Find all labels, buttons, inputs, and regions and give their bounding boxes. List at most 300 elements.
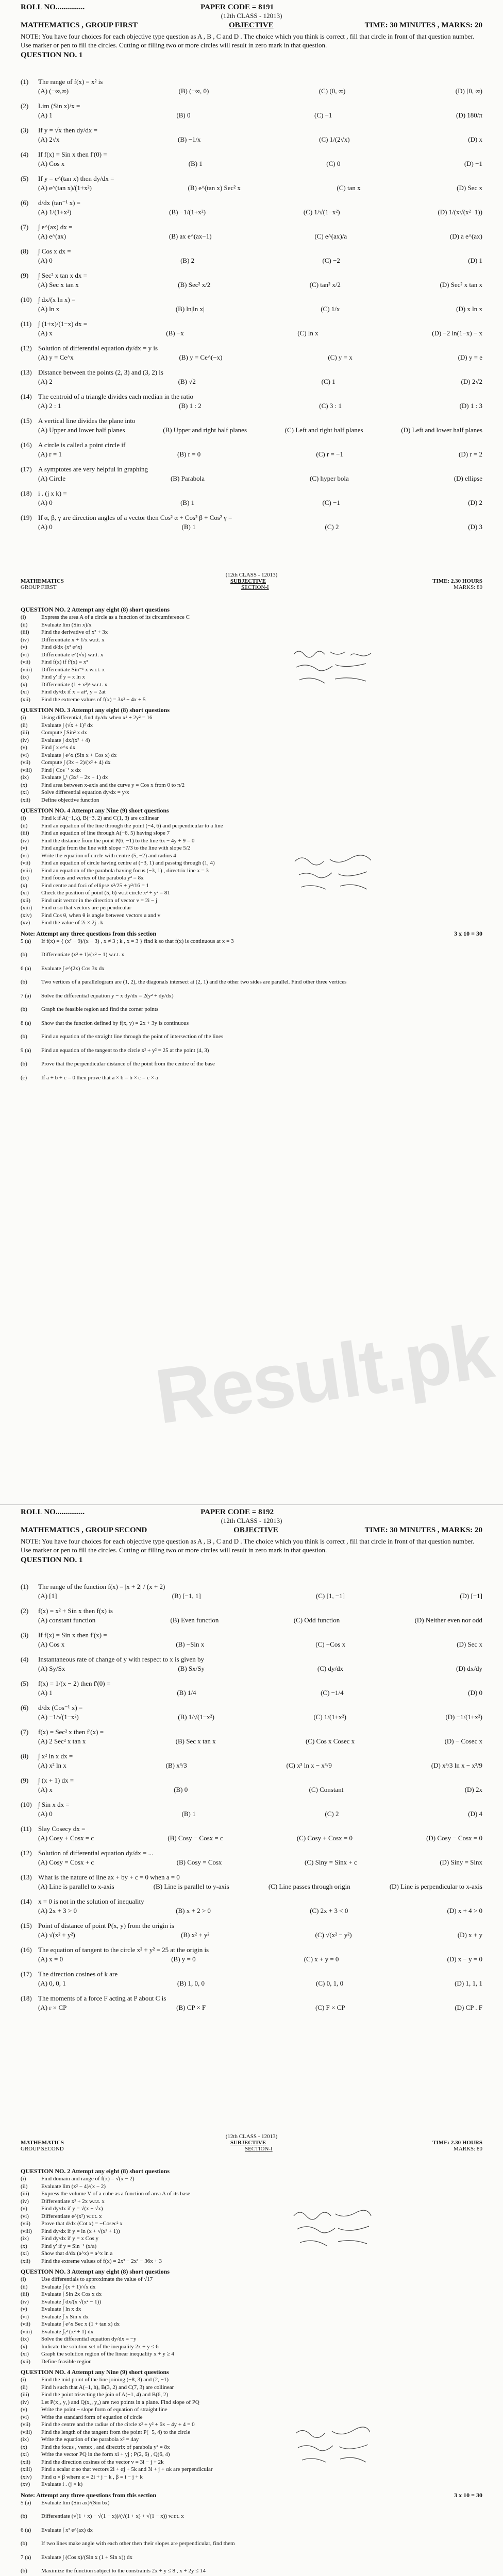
short-question	[21, 2328, 482, 2336]
mcq-question	[21, 319, 482, 329]
short-question-text: Prove that d/dx (Cot x) = −Cosec² x	[41, 2221, 123, 2227]
short-question-text: Evaluate ∫ dx/(x² + 4)	[41, 737, 90, 743]
mcq-item	[21, 368, 482, 386]
short-question-text: Use differentials to approximate the value of √17	[41, 2276, 153, 2282]
short-question	[21, 696, 482, 704]
mcq-options	[21, 1713, 482, 1722]
mcq-item	[21, 1606, 482, 1625]
mcq-number: (18)	[21, 489, 32, 497]
mcq-item	[21, 1582, 482, 1601]
short-question-number: (xii)	[21, 2258, 30, 2264]
subjective-questions	[21, 603, 482, 1088]
mcq-text: ∫ Cos x dx =	[38, 247, 71, 255]
long-question-text: Differentiate (x² + 1)/(x² − 1) w.r.t. x	[41, 952, 125, 958]
short-question-text: Find dy/dx if y = x Cos y	[41, 2235, 99, 2242]
short-question-text: Find the length of the tangent from the point P(−5, 4) to the circle	[41, 2429, 191, 2435]
paper-type: OBJECTIVE	[233, 1526, 278, 1534]
mcq-option: (D) − Cosec x	[444, 1737, 482, 1745]
mcq-question	[21, 513, 482, 522]
mcq-question	[21, 1727, 482, 1737]
question-title: QUESTION NO. 2 Attempt any eight (8) short questions	[21, 606, 170, 613]
short-question	[21, 2283, 482, 2291]
short-question-text: Find Cos θ, when θ is angle between vectors u and v	[41, 912, 161, 919]
mcq-number: (16)	[21, 441, 32, 449]
mcq-item	[21, 416, 482, 435]
long-question-number: (c)	[21, 1074, 27, 1081]
short-question-number: (v)	[21, 2406, 27, 2413]
short-question	[21, 681, 482, 689]
short-question	[21, 2350, 482, 2358]
short-question	[21, 2414, 482, 2421]
mcq-item	[21, 489, 482, 507]
mcq-question	[21, 1994, 482, 2003]
short-question-text: Evaluate i . (j × k)	[41, 2481, 83, 2487]
short-question-text: Evaluate ∫ (√x + 1)² dx	[41, 722, 93, 728]
mcq-option: (B) 1/4	[177, 1689, 196, 1697]
mcq-number: (3)	[21, 1631, 29, 1639]
short-question-text: Find domain and range of f(x) = √(x − 2)	[41, 2176, 135, 2182]
long-question-number: 9 (a)	[21, 1047, 31, 1054]
mcq-item	[21, 465, 482, 483]
mcq-options	[21, 498, 482, 507]
mcq-option: (A) Circle	[38, 474, 66, 482]
mcq-number: (12)	[21, 344, 32, 352]
long-note-marks: 3 x 10 = 30	[454, 2491, 482, 2499]
mcq-options	[21, 329, 482, 338]
long-question	[21, 938, 482, 945]
mcq-option: (A) −1/√(1−x²)	[38, 1713, 79, 1721]
mcq-option: (A) 0	[38, 1810, 53, 1818]
mcq-number: (9)	[21, 272, 29, 279]
mcq-options	[21, 377, 482, 386]
mcq-item	[21, 1873, 482, 1891]
mcq-option: (C) (0, ∞)	[318, 87, 346, 95]
short-question-number: (xiii)	[21, 905, 32, 911]
long-question-number: (b)	[21, 1006, 27, 1012]
short-question-text: Differentiate e^(x²) w.r.t. x	[41, 2213, 102, 2219]
short-question-number: (iv)	[21, 2399, 29, 2405]
short-question	[21, 2291, 482, 2298]
class-label: (12th CLASS - 12013)	[221, 1517, 282, 1524]
mcq-number: (4)	[21, 150, 29, 158]
mcq-options	[21, 159, 482, 168]
long-question-text: Maximize the function subject to the constraints 2x + y ≤ 8 , x + 2y ≤ 14	[41, 2568, 206, 2574]
long-question-number: 5 (a)	[21, 2499, 31, 2506]
short-question-text: Find d/dx (x² e^x)	[41, 644, 82, 650]
instructions-note: NOTE: You have four choices for each objective type question as A , B , C and D . The choice which you think is correct , fill that circle in front of that question number. Use marker or pen to fill the circles. Cutting or filling two or more circles will result in zero mark in that question.	[21, 32, 475, 49]
short-question	[21, 2391, 482, 2399]
long-question-text: Evaluate lim (Sin ax)/(Sin bx)	[41, 2499, 110, 2506]
long-question	[21, 2554, 482, 2562]
mcq-question	[21, 198, 482, 208]
short-question-number: (v)	[21, 2206, 27, 2212]
mcq-option: (A) 1	[38, 1689, 53, 1697]
short-question-number: (ix)	[21, 774, 29, 781]
mcq-option: (D) x + y	[457, 1931, 482, 1939]
mcq-item	[21, 271, 482, 290]
mcq-option: (C) 1/(1+x²)	[313, 1713, 346, 1721]
mcq-text: Point of distance of point P(x, y) from the origin is	[38, 1922, 174, 1929]
short-question-number: (xii)	[21, 2358, 30, 2365]
mcq-option: (A) 2 : 1	[38, 402, 61, 410]
mcq-item	[21, 174, 482, 193]
question-title: QUESTION NO. 3 Attempt any eight (8) short questions	[21, 706, 170, 714]
mcq-option: (A) Cos x	[38, 160, 65, 167]
mcq-text: A symptotes are very helpful in graphing	[38, 465, 148, 473]
short-question-text: Using differential, find dy/dx when x² + 2y² = 16	[41, 715, 153, 721]
short-question	[21, 774, 482, 782]
short-question-text: Write the equation of circle with centre (5, −2) and radius 4	[41, 852, 176, 859]
mcq-option: (D) CP . F	[455, 2004, 482, 2011]
short-question-number: (ii)	[21, 822, 28, 829]
short-question-text: Find the mid point of the line joining (−8, 3) and (2, −1)	[41, 2377, 169, 2383]
short-question	[21, 658, 482, 666]
mcq-option: (A) x	[38, 1786, 53, 1793]
short-question-number: (iv)	[21, 636, 29, 643]
long-question-text: If two lines make angle with each other then their slopes are perpendicular, find them	[41, 2540, 235, 2547]
long-question-text: Prove that the perpendicular distance of the point from the centre of the base	[41, 1061, 215, 1067]
mcq-number: (16)	[21, 1946, 32, 1954]
mcq-options	[21, 1737, 482, 1746]
short-question	[21, 2306, 482, 2313]
mcq-number: (1)	[21, 1583, 29, 1590]
mcq-item	[21, 1631, 482, 1649]
mcq-option: (C) F × CP	[315, 2004, 345, 2011]
short-question-text: Find h such that A(−1, h), B(3, 2) and C(7, 3) are collinear	[41, 2384, 174, 2391]
mcq-question	[21, 271, 482, 280]
mcq-item	[21, 344, 482, 362]
mcq-option: (D) Neither even nor odd	[414, 1616, 482, 1624]
mcq-options	[21, 232, 482, 241]
mcq-option: (C) [1, −1]	[315, 1592, 345, 1600]
mcq-options	[21, 1955, 482, 1964]
short-question-number: (i)	[21, 2377, 26, 2383]
mcq-question	[21, 1631, 482, 1640]
short-question-number: (ii)	[21, 621, 28, 628]
subjective-class: (12th CLASS - 12013)	[225, 2133, 278, 2140]
mcq-option: (C) −2	[322, 257, 340, 264]
short-question-text: Write the standard form of equation of circle	[41, 2414, 143, 2420]
time-marks: TIME: 30 MINUTES , MARKS: 20	[364, 21, 482, 29]
short-question-number: (iii)	[21, 830, 29, 836]
mcq-question	[21, 416, 482, 426]
long-question	[21, 1074, 482, 1082]
short-question-text: Define objective function	[41, 796, 99, 803]
long-question-text: Differentiate (√(1 + x) − √(1 − x))/(√(1 + x) + √(1 − x)) w.r.t. x	[41, 2513, 184, 2519]
mcq-number: (2)	[21, 102, 29, 110]
short-question-number: (viii)	[21, 666, 32, 673]
mcq-option: (D) 4	[468, 1810, 482, 1818]
long-note-text: Note: Attempt any three questions from this section	[21, 2491, 157, 2499]
mcq-question	[21, 344, 482, 353]
mcq-option: (B) [−1, 1]	[172, 1592, 201, 1600]
short-question	[21, 897, 482, 905]
mcq-option: (D) dx/dy	[456, 1665, 482, 1672]
short-question-number: (iii)	[21, 629, 29, 635]
long-questions-note	[21, 930, 482, 938]
mcq-option: (B) ln|ln x|	[175, 305, 205, 313]
mcq-number: (11)	[21, 320, 32, 328]
mcq-question	[21, 223, 482, 232]
mcq-option: (C) ln x	[297, 329, 318, 337]
long-question-number: (b)	[21, 2568, 27, 2574]
short-question-text: Evaluate ∫ e^x (Sin x + Cos x) dx	[41, 752, 117, 758]
short-question-text: Find dy/dx if y = √(x + √x)	[41, 2206, 103, 2212]
short-question-number: (xii)	[21, 796, 30, 803]
long-question-number: 7 (a)	[21, 2554, 31, 2561]
short-question-text: Show that d/dx (a^x) = a^x ln a	[41, 2250, 113, 2257]
mcq-question	[21, 1800, 482, 1809]
short-question-text: Find y' if y = Sin⁻¹ (x/a)	[41, 2243, 97, 2249]
short-question-number: (x)	[21, 681, 27, 688]
short-question-text: Indicate the solution set of the inequality 2x + y ≤ 6	[41, 2343, 159, 2350]
mcq-options	[21, 2003, 482, 2012]
mcq-option: (C) −1/4	[321, 1689, 344, 1697]
mcq-option: (D) Sec x	[457, 1640, 482, 1648]
mcq-option: (C) 3 : 1	[319, 402, 342, 410]
short-question	[21, 2436, 482, 2444]
mcq-number: (1)	[21, 78, 29, 86]
mcq-options	[21, 256, 482, 265]
mcq-text: If f(x) = Sin x then f'(0) =	[38, 150, 107, 158]
short-question-number: (iii)	[21, 2291, 29, 2297]
subjective-group: GROUP SECOND	[21, 2146, 64, 2152]
short-question-text: Find y' if y = x ln x	[41, 674, 85, 680]
mcq-option: (D) 2x	[464, 1786, 482, 1793]
short-question	[21, 889, 482, 897]
mcq-option: (D) Sec² x tan x	[440, 281, 482, 289]
short-question	[21, 2183, 482, 2191]
mcq-option: (C) hyper bola	[310, 474, 349, 482]
question-title: QUESTION NO. 4 Attempt any Nine (9) short questions	[21, 807, 169, 814]
short-question-number: (viii)	[21, 2429, 32, 2435]
short-question-number: (xii)	[21, 696, 30, 703]
short-question-number: (i)	[21, 614, 26, 620]
long-question-text: If a + b + c = 0 then prove that a × b = b × c = c × a	[41, 1074, 158, 1081]
mcq-option: (B) Sx/Sy	[178, 1665, 205, 1672]
mcq-options	[21, 87, 482, 96]
long-question	[21, 1060, 482, 1068]
mcq-options	[21, 1591, 482, 1601]
short-question	[21, 2466, 482, 2473]
short-question	[21, 912, 482, 920]
short-question-number: (iv)	[21, 2198, 29, 2205]
short-question-text: Find α × β where α = 2i + j − k , β = i − j + k	[41, 2473, 143, 2480]
mcq-question	[21, 1849, 482, 1858]
mcq-options	[21, 304, 482, 314]
short-question-number: (vi)	[21, 852, 29, 859]
long-question	[21, 2540, 482, 2548]
mcq-text: Slay Cosecy dx =	[38, 1825, 86, 1833]
mcq-number: (10)	[21, 296, 32, 303]
mcq-option: (C) Siny = Sinx + c	[305, 1858, 357, 1866]
mcq-text: ∫ (1+x)/(1−x) dx =	[38, 320, 88, 328]
mcq-options	[21, 280, 482, 290]
short-question-text: Find centre and foci of ellipse x²/25 + y²/16 = 1	[41, 882, 149, 889]
long-question-number: (b)	[21, 952, 27, 958]
mcq-item	[21, 1945, 482, 1964]
mcq-text: i . (j x k) =	[38, 489, 67, 497]
mcq-option: (A) Cosy + Cosx = c	[38, 1834, 94, 1842]
mcq-text: The equation of tangent to the circle x² + y² = 25 at the origin is	[38, 1946, 209, 1954]
short-question	[21, 822, 482, 830]
mcq-item	[21, 1897, 482, 1916]
mcq-text: d/dx (tan⁻¹ x) =	[38, 199, 80, 207]
short-question-number: (iii)	[21, 2392, 29, 2398]
short-question-text: Differentiate e^(√x) w.r.t. x	[41, 651, 104, 658]
roll-no: ROLL NO...............	[21, 3, 85, 11]
short-question-number: (xv)	[21, 920, 30, 926]
short-question-number: (x)	[21, 882, 27, 889]
mcq-text: ∫ Sin x dx =	[38, 1801, 70, 1808]
mcq-option: (A) e^(tan x)/(1+x²)	[38, 184, 92, 192]
short-question-number: (xi)	[21, 689, 29, 695]
short-question	[21, 714, 482, 722]
mcq-question	[21, 77, 482, 87]
mcq-options	[21, 1664, 482, 1673]
short-question	[21, 2313, 482, 2321]
short-question-text: Find angle from the line with slope −7/3 to the line with slope 5/2	[41, 845, 191, 851]
mcq-number: (2)	[21, 1607, 29, 1615]
mcq-text: ∫ x² ln x dx =	[38, 1752, 73, 1760]
short-question-text: Find the extreme values of f(x) = 2x³ − 2x² − 36x + 3	[41, 2258, 162, 2264]
mcq-number: (18)	[21, 1994, 32, 2002]
long-question-number: (b)	[21, 979, 27, 985]
mcq-question	[21, 1679, 482, 1688]
paper-page-group-second	[0, 1504, 503, 2576]
short-question	[21, 2459, 482, 2466]
short-question	[21, 621, 482, 629]
class-label: (12th CLASS - 12013)	[221, 12, 282, 20]
mcq-number: (15)	[21, 417, 32, 425]
mcq-option: (B) Line is parallel to y-axis	[153, 1883, 229, 1890]
short-question-text: Graph the solution region of the linear inequality x + y ≥ 4	[41, 2351, 174, 2357]
mcq-text: The range of f(x) = x² is	[38, 78, 103, 86]
short-question-text: Differentiate Sin⁻¹ x w.r.t. x	[41, 666, 105, 673]
long-question	[21, 2499, 482, 2507]
mcq-option: (A) x = 0	[38, 1955, 63, 1963]
mcq-text: f(x) = Sec² x then f'(x) =	[38, 1728, 104, 1736]
mcq-option: (D) 1 : 3	[459, 402, 482, 410]
mcq-text: If α, β, γ are direction angles of a vector then Cos² α + Cos² β + Cos² γ =	[38, 514, 232, 521]
long-question-text: Evaluate ∫ x² e^(ax) dx	[41, 2527, 93, 2533]
mcq-option: (B) y = Ce^(−x)	[179, 353, 223, 361]
short-question-number: (v)	[21, 744, 27, 751]
mcq-options	[21, 1930, 482, 1940]
short-question-number: (vi)	[21, 2213, 29, 2219]
short-question-number: (ix)	[21, 674, 29, 680]
mcq-option: (B) Sec² x/2	[178, 281, 211, 289]
short-question	[21, 796, 482, 804]
short-question	[21, 767, 482, 774]
short-question-text: Find an equation of the line through the point (−4, 6) and perpendicular to a line	[41, 822, 223, 829]
short-question-number: (vi)	[21, 2313, 29, 2320]
mcq-text: x = 0 is not in the solution of inequality	[38, 1897, 144, 1905]
mcq-option: (D) x − y = 0	[447, 1955, 482, 1963]
short-question-number: (ii)	[21, 722, 28, 728]
mcq-number: (3)	[21, 126, 29, 134]
short-question-text: Evaluate ∫ dx/(x √(x² − 1))	[41, 2298, 101, 2305]
mcq-option: (A) x	[38, 329, 53, 337]
mcq-option: (C) 2x + 3 < 0	[310, 1907, 348, 1914]
mcq-option: (B) 0	[174, 1786, 188, 1793]
mcq-item	[21, 1703, 482, 1722]
subjective-time: TIME: 2.30 HOURS	[432, 578, 482, 584]
mcq-question	[21, 1824, 482, 1834]
mcq-item	[21, 1752, 482, 1770]
mcq-number: (9)	[21, 1776, 29, 1784]
short-question-number: (ix)	[21, 875, 29, 881]
short-question-text: Differentiate x + 1/x w.r.t. x	[41, 636, 105, 643]
short-question-number: (iv)	[21, 837, 29, 844]
short-question-text: Evaluate lim (Sin x)/x	[41, 621, 92, 628]
mcq-option: (C) r = −1	[316, 450, 343, 458]
mcq-text: ∫ Sec² x tan x dx =	[38, 272, 87, 279]
short-question	[21, 2451, 482, 2459]
mcq-item	[21, 223, 482, 241]
short-question-text: Find the centre and the radius of the circle x² + y² + 6x − 4y + 4 = 0	[41, 2421, 195, 2428]
mcq-question	[21, 1752, 482, 1761]
long-question-text: Two vertices of a parallelogram are (1, 2), the diagonals intersect at (2, 1) and the other two sides are parallel. Find other three vertices	[41, 979, 347, 985]
mcq-option: (A) 2√x	[38, 135, 60, 143]
mcq-option: (A) Line is parallel to x-axis	[38, 1883, 114, 1890]
short-question-text: Find dy/dx if x = at², y = 2at	[41, 689, 106, 695]
short-question-text: Evaluate ∫₁² (x² + 1) dx	[41, 2328, 94, 2335]
short-question	[21, 2175, 482, 2183]
short-question-number: (viii)	[21, 2228, 32, 2234]
mcq-option: (C) e^(ax)/a	[314, 232, 347, 240]
mcq-options	[21, 111, 482, 120]
short-question-text: Evaluate ∫ ln x dx	[41, 2306, 81, 2312]
subjective-class: (12th CLASS - 12013)	[225, 572, 278, 578]
short-question-number: (vi)	[21, 651, 29, 658]
mcq-option: (A) y = Ce^x	[38, 353, 74, 361]
short-question-text: Write the equation of the parabola x² = 4ay	[41, 2436, 139, 2443]
short-question-number: (i)	[21, 2276, 26, 2282]
mcq-option: (B) −1/(1+x²)	[169, 208, 206, 216]
mcq-text: The moments of a force F acting at P about C is	[38, 1994, 166, 2002]
short-question-number: (xii)	[21, 2459, 30, 2465]
mcq-option: (B) r = 0	[177, 450, 201, 458]
short-question-number: (vii)	[21, 759, 30, 766]
short-question	[21, 2235, 482, 2243]
long-question-text: Solve the differential equation y − x dy/dx = 2(y² + dy/dx)	[41, 992, 174, 999]
mcq-options	[21, 208, 482, 217]
mcq-option: (A) 0, 0, 1	[38, 1979, 66, 1987]
short-question-text: Compute ∫ (3x + 2)/(x² + 4) dx	[41, 759, 111, 766]
mcq-option: (A) ln x	[38, 305, 60, 313]
subjective-header	[21, 2133, 482, 2152]
short-question	[21, 2198, 482, 2206]
mcq-option: (B) Parabola	[171, 474, 205, 482]
mcq-options	[21, 1616, 482, 1625]
mcq-options	[21, 1882, 482, 1891]
long-question-number: 6 (a)	[21, 965, 31, 972]
short-question	[21, 2481, 482, 2488]
mcq-option: (B) 1	[180, 499, 195, 506]
short-question-number: (v)	[21, 2306, 27, 2312]
short-question	[21, 651, 482, 659]
mcq-question	[21, 465, 482, 474]
subjective-subject: MATHEMATICS	[21, 578, 64, 584]
long-question	[21, 978, 482, 986]
mcq-question	[21, 392, 482, 401]
short-question-number: (viii)	[21, 767, 32, 773]
mcq-option: (B) y = 0	[171, 1955, 196, 1963]
short-question-text: Solve differential equation dy/dx = y/x	[41, 789, 129, 795]
mcq-number: (6)	[21, 1704, 29, 1711]
mcq-option: (B) x³/3	[165, 1761, 187, 1769]
